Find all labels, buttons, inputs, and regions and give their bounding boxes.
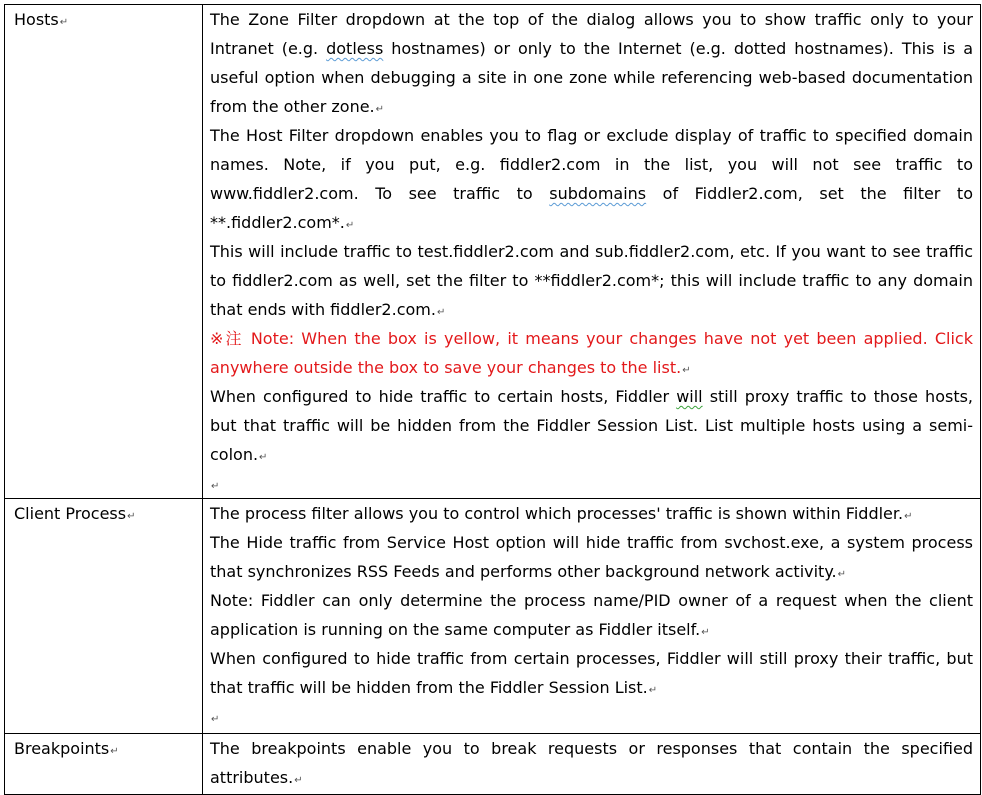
paragraph-mark-icon: ↵ <box>436 307 446 318</box>
filters-doc-table <box>4 4 981 795</box>
term-label-breakpoints: Breakpoints↵ <box>14 739 119 758</box>
term-cell-hosts <box>5 5 203 499</box>
table-row-breakpoints <box>5 734 981 795</box>
paragraph-mark-icon: ↵ <box>345 220 355 231</box>
term-label-hosts: Hosts↵ <box>14 10 69 29</box>
description-cell-breakpoints <box>203 734 981 795</box>
paragraph-mark-icon: ↵ <box>904 511 913 522</box>
breakpoints-description-paragraph: The breakpoints enable you to break requests or responses that contain the specified attributes.↵ <box>210 739 973 787</box>
paragraph-mark-icon: ↵ <box>294 775 303 786</box>
paragraph-mark-icon: ↵ <box>110 746 119 757</box>
paragraph-mark-icon: ↵ <box>837 569 846 580</box>
hosts-zone-filter-paragraph: The Zone Filter dropdown at the top of the dialog allows you to show traffic only to your Intranet (e.g. dotless hostnames) or only to the Internet (e.g. dotted hostnames). This is a useful option when debugging a site in one zone while referencing web-based documentation from the other zone.↵ <box>210 10 973 116</box>
paragraph-mark-icon: ↵ <box>59 17 69 28</box>
paragraph-mark-icon: ↵ <box>682 365 691 376</box>
hosts-host-filter-paragraph: The Host Filter dropdown enables you to flag or exclude display of traffic to specified domain names. Note, if you put, e.g. fiddler2.com in the list, you will not see traffic to www.fiddler2.com. To see traffic to subdomains of Fiddler2.com, set the filter to **.fiddler2.com*.↵ <box>210 126 973 232</box>
hosts-yellow-box-note: ※注 Note: When the box is yellow, it means your changes have not yet been applied. Click anywhere outside the box to save your changes to the list.↵ <box>210 329 973 377</box>
paragraph-mark-icon: ↵ <box>259 452 268 463</box>
client-service-host-paragraph: The Hide traffic from Service Host option will hide traffic from svchost.exe, a system process that synchronizes RSS Feeds and performs other background network activity.↵ <box>210 533 973 581</box>
hosts-hide-traffic-paragraph: When configured to hide traffic to certain hosts, Fiddler will still proxy traffic to those hosts, but that traffic will be hidden from the Fiddler Session List. List multiple hosts using a semi-colon.↵ <box>210 387 974 464</box>
spellcheck-word: subdomains <box>549 184 647 203</box>
spellcheck-word: dotless <box>326 39 384 58</box>
description-cell-client-process <box>203 499 981 734</box>
table-row-client-process <box>5 499 981 734</box>
paragraph-mark-icon: ↵ <box>127 511 136 522</box>
client-hide-traffic-paragraph: When configured to hide traffic from certain processes, Fiddler will still proxy their traffic, but that traffic will be hidden from the Fiddler Session List.↵ <box>210 649 973 697</box>
hosts-include-paragraph: This will include traffic to test.fiddler2.com and sub.fiddler2.com, etc. If you want to see traffic to fiddler2.com as well, set the filter to **fiddler2.com*; this will include traffic to any domain that ends with fiddler2.com.↵ <box>210 242 973 319</box>
term-cell-client-process <box>5 499 203 734</box>
paragraph-mark-icon: ↵ <box>375 104 385 115</box>
paragraph-mark-icon: ↵ <box>211 481 220 492</box>
grammar-check-word: will <box>676 387 703 406</box>
empty-paragraph <box>210 469 973 498</box>
table-row-hosts <box>5 5 981 499</box>
paragraph-mark-icon: ↵ <box>701 627 710 638</box>
term-cell-breakpoints <box>5 734 203 795</box>
paragraph-mark-icon: ↵ <box>648 685 658 696</box>
paragraph-mark-icon: ↵ <box>211 714 220 725</box>
term-label-client-process: Client Process↵ <box>14 504 136 523</box>
description-cell-hosts <box>203 5 981 499</box>
client-pid-note-paragraph: Note: Fiddler can only determine the process name/PID owner of a request when the client application is running on the same computer as Fiddler itself.↵ <box>210 591 973 639</box>
empty-paragraph <box>210 702 973 731</box>
client-process-filter-paragraph: The process filter allows you to control which processes' traffic is shown within Fiddler.↵ <box>210 504 913 523</box>
